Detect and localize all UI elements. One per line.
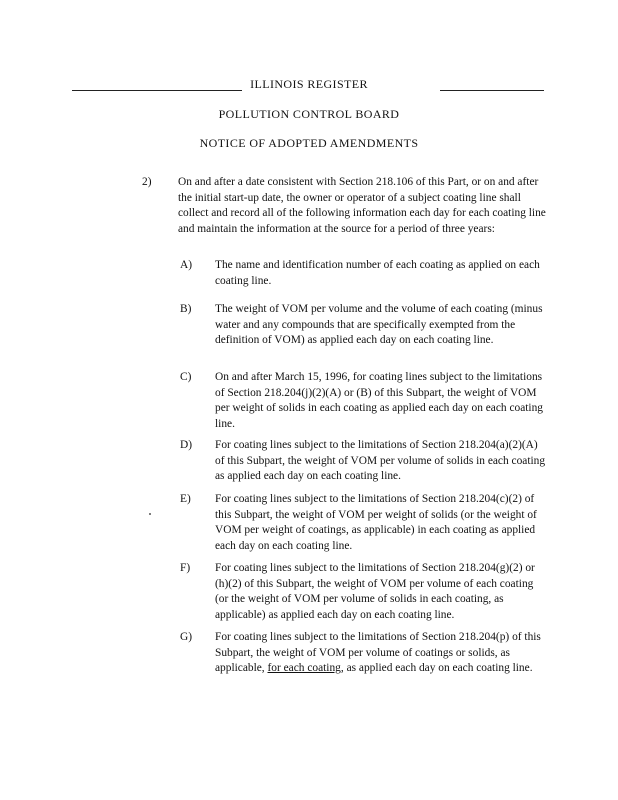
item-text-b: The weight of VOM per volume and the volume of each coating (minus water and any compounds that are specifically exempted from the definition of VOM) as applied each day on each coating line. xyxy=(215,303,543,347)
item-label-f: F) xyxy=(180,562,191,574)
item-label-a: A) xyxy=(180,259,193,271)
item-text-a: The name and identification number of each coating as applied on each coating line. xyxy=(215,259,540,287)
board-title: POLLUTION CONTROL BOARD xyxy=(218,107,400,121)
item-text-e: For coating lines subject to the limitations of Section 218.204(c)(2) of this Subpart, the weight of VOM per weight of solids (or the weight of VOM per weight of coatings, as applicable) in each coating as applied each day on each coating line. xyxy=(215,493,537,552)
item-text-d: For coating lines subject to the limitations of Section 218.204(a)(2)(A) of this Subpart, the weight of VOM per volume of solids in each coating as applied each day on each coating line. xyxy=(215,439,546,483)
item-label-b: B) xyxy=(180,303,192,315)
section-paragraph: On and after a date consistent with Section 218.106 of this Part, or on and after the initial start-up date, the owner or operator of a subject coating line shall collect and record all of the following information each day for each coating line and maintain the information at the source for a period of three years: xyxy=(178,176,546,235)
register-title: ILLINOIS REGISTER xyxy=(250,77,368,91)
section-number: 2) xyxy=(142,176,152,188)
item-text-c: On and after March 15, 1996, for coating lines subject to the limitations of Section 218.204(j)(2)(A) or (B) of this Subpart, the weight of VOM per weight of solids in each coating as applied each day on each coating line. xyxy=(215,371,543,430)
item-label-e: E) xyxy=(180,493,191,505)
item-label-c: C) xyxy=(180,371,192,383)
item-label-g: G) xyxy=(180,631,193,643)
item-text-g-before: For coating lines subject to the limitations of Section 218.204(p) of this Subpart, the weight of VOM per volume of coatings or solids, as applicable, xyxy=(215,631,541,675)
notice-title: NOTICE OF ADOPTED AMENDMENTS xyxy=(199,136,419,150)
item-text-f: For coating lines subject to the limitations of Section 218.204(g)(2) or (h)(2) of this Subpart, the weight of VOM per volume of each coating (or the weight of VOM per volume of solids in each coating, as applicable) as applied each day on each coating line. xyxy=(215,562,535,621)
item-text-g-after: , as applied each day on each coating line. xyxy=(340,662,533,675)
item-text-g-underlined: for each coating xyxy=(267,662,341,675)
item-text-g xyxy=(215,630,548,677)
scan-speck xyxy=(149,513,151,515)
item-label-d: D) xyxy=(180,439,193,451)
